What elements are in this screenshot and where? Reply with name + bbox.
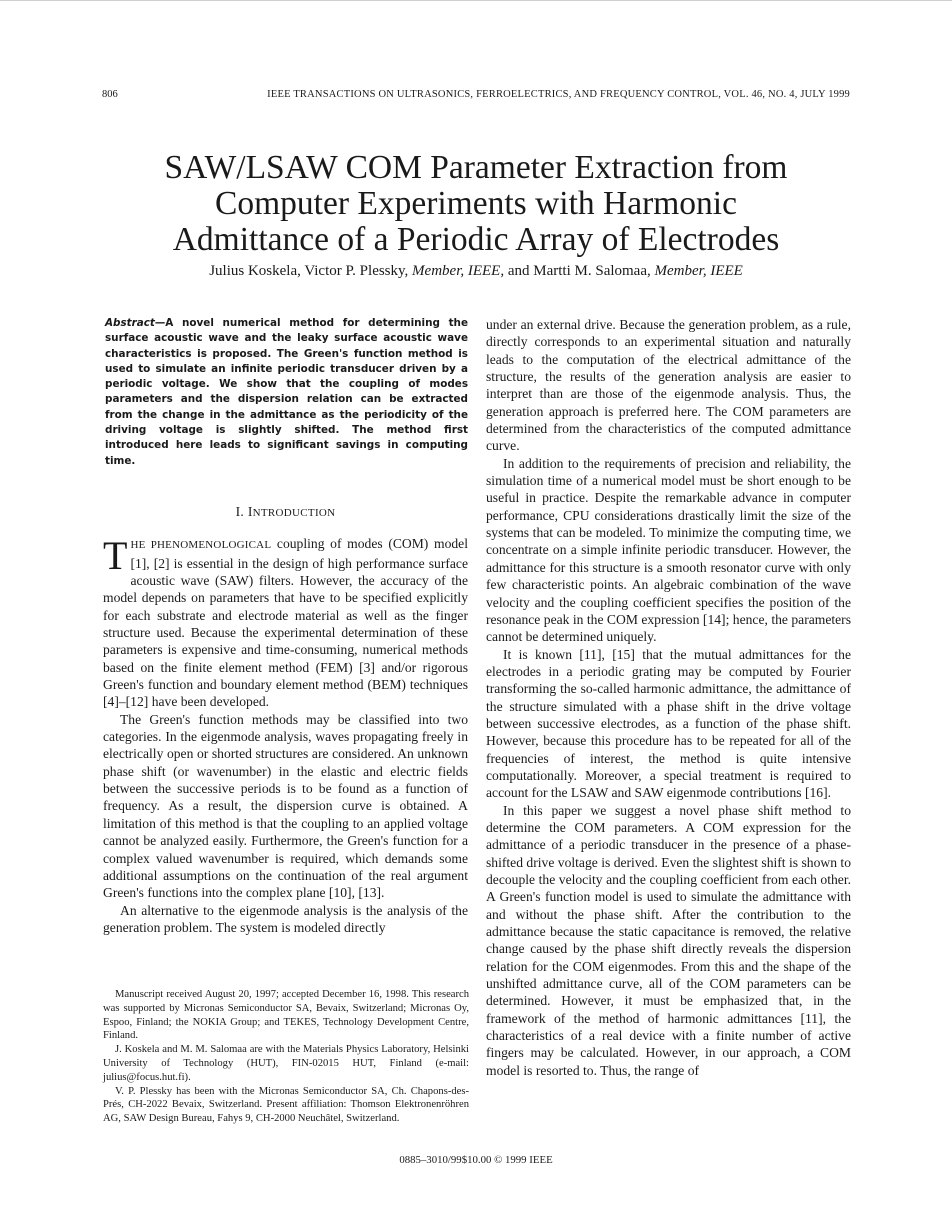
- paper-title: [60, 150, 892, 258]
- drop-cap: T: [103, 533, 128, 579]
- right-column: [486, 316, 851, 1079]
- intro-smallcaps: HE PHENOMENOLOGICAL: [130, 539, 272, 552]
- right-paragraph-4: In this paper we suggest a novel phase shift method to determine the COM parameters. A COM expression for the admittance of a periodic transducer in the presence of a phase-shifted drive voltage is derived. Even the slightest shift is shown to decouple the velocity and the coupling coefficient from each other. A Green's function model is used to simulate the admittance with and without the phase shift. After the contribution to the admittance because the static capacitance is removed, the relative change caused by the phase shift directly reveals the dispersion relation for the COM eigenmodes. From this and the shape of the unshifted admittance curve, all of the COM parameters can be determined. However, it must be emphasized that, in the framework of the method of harmonic admittances [11], the characteristics of a real device with a finite number of active fingers may be calculated. However, in our approach, a COM model is resorted to. Thus, the range of: [486, 802, 851, 1078]
- page-number: 806: [102, 89, 118, 100]
- section-heading-cap: I: [247, 503, 253, 519]
- abstract: [103, 316, 468, 469]
- footnote-affiliation-1: J. Koskela and M. M. Salomaa are with the Materials Physics Laboratory, Helsinki University of Technology (HUT), FIN-02015 HUT, Finland (e-mail: julius@focus.hut.fi).: [103, 1044, 469, 1083]
- section-heading-rest: NTRODUCTION: [252, 506, 336, 519]
- author-membership-1: Member, IEEE,: [412, 263, 505, 279]
- copyright-footer: 0885–3010/99$10.00 © 1999 IEEE: [399, 1154, 553, 1166]
- intro-paragraph-2: The Green's function methods may be classified into two categories. In the eigenmode analysis, waves propagating freely in electrically open or shorted structures are considered. An unknown phase shift (or wavenumber) in the elastic and electric fields between the successive periods is to be found as a function of frequency. As a result, the dispersion curve is obtained. A limitation of this method is that the coupling to an applied voltage cannot be analyzed easily. Furthermore, the Green's function for a complex valued wavenumber is required, which demands some additional assumptions on the continuation of the real argument Green's functions into the complex plane [10], [13].: [103, 711, 468, 901]
- journal-header: IEEE TRANSACTIONS ON ULTRASONICS, FERROELECTRICS, AND FREQUENCY CONTROL, VOL. 46, NO. 4, JULY 1999: [267, 89, 850, 100]
- title-line: Admittance of a Periodic Array of Electrodes: [172, 221, 780, 258]
- right-paragraph-2: In addition to the requirements of precision and reliability, the simulation time of a numerical model must be short enough to be useful in practice. Despite the remarkable advance in computer performance, CPU considerations drastically limit the size of the systems that can be modeled. To minimize the computing time, we concentrate on a simple infinite periodic transducer. However, the admittance for this structure is a smooth resonator curve with only few characteristic points. An algebraic combination of the wave velocity and the coupling coefficient specifies the position of the resonance peak in the COM expression [14]; hence, the parameters cannot be determined uniquely.: [486, 455, 851, 645]
- running-header: [102, 89, 850, 103]
- footnote-affiliation-2: V. P. Plessky has been with the Micronas Semiconductor SA, Ch. Chapons-des-Prés, CH-2022 Bevaix, Switzerland. Present affiliation: Thomson Elektronenröhren AG, SAW Design Bureau, Fahys 9, CH-2000 Neuchâtel, Switzerland.: [103, 1085, 469, 1125]
- abstract-label: Abstract: [105, 317, 155, 329]
- intro-paragraph-3: An alternative to the eigenmode analysis is the analysis of the generation problem. The system is modeled directly: [103, 902, 468, 935]
- left-column: [103, 316, 468, 936]
- title-line: Computer Experiments with Harmonic: [215, 185, 737, 222]
- right-paragraph-3: It is known [11], [15] that the mutual admittances for the electrodes in a periodic grating may be computed by Fourier transforming the so-called harmonic admittance, the admittance of the structure simulated with a phase shift in the drive voltage between successive electrodes, as a function of the phase shift. However, because this procedure has to be repeated for all of the frequencies of interest, the method is quite intensive computationally. Moreover, a special treatment is required to account for the LSAW and SAW eigenmode contributions [16].: [486, 646, 851, 801]
- author-names-2: and Martti M. Salomaa,: [504, 263, 655, 279]
- top-rule: [0, 0, 952, 1]
- title-line: SAW/LSAW COM Parameter Extraction from: [164, 149, 788, 186]
- author-membership-2: Member, IEEE: [654, 263, 743, 279]
- intro-paragraph-1: [103, 535, 468, 710]
- section-heading-introduction: [103, 503, 468, 522]
- right-paragraph-1: under an external drive. Because the generation problem, as a rule, directly corresponds to an experimental situation and naturally leads to the computation of the electrical admittance of the structure, the results of the generation analysis are easier to interpret than are those of the eigenmode analysis. Thus, the generation approach is preferred here. The COM parameters are determined from the characteristics of the computed admittance curve.: [486, 317, 851, 454]
- author-list: [60, 263, 892, 280]
- author-names-1: Julius Koskela, Victor P. Plessky,: [209, 263, 413, 279]
- footnote-manuscript: Manuscript received August 20, 1997; accepted December 16, 1998. This research was supported by Micronas Semiconductor SA, Bevaix, Switzerland; Micronas Oy, Espoo, Finland; the NOKIA Group; and TEKES, Technology Development Centre, Finland.: [103, 989, 469, 1042]
- intro-paragraph-1-text: coupling of modes (COM) model [1], [2] is essential in the design of high performance surface acoustic wave (SAW) filters. However, the accuracy of the model depends on parameters that have to be specified explicitly for each substrate and electrode material as well as the finger structure used. Because the experimental determination of these parameters is expensive and time-consuming, numerical methods based on the finite element method (FEM) [3] and/or rigorous Green's function and boundary element method (BEM) techniques [4]–[12] have been developed.: [103, 536, 468, 710]
- section-numeral: I.: [235, 503, 248, 519]
- footnotes: [103, 988, 469, 1126]
- abstract-text: —A novel numerical method for determining the surface acoustic wave and the leaky surface acoustic wave characteristics is proposed. The Green's function method is used to simulate an infinite periodic transducer driven by a periodic voltage. We show that the coupling of modes parameters and the dispersion relation can be extracted from the change in the admittance as the periodicity of the driving voltage is slightly shifted. The method first introduced here leads to significant savings in computing time.: [105, 317, 468, 467]
